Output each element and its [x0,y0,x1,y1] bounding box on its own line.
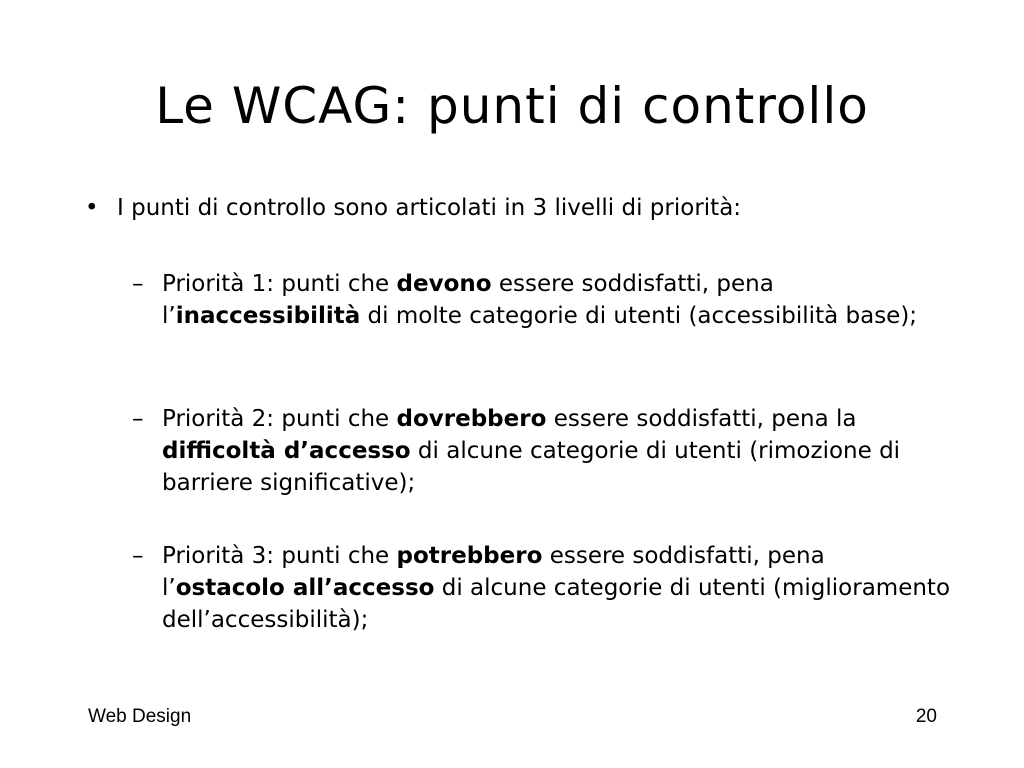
priority-1-keyword: devono [396,271,492,297]
priority-1-consequence: inaccessibilità [175,303,361,329]
priority-3-tail: di alcune categorie di utenti (miglioramento dell’accessibilità); [162,575,951,633]
priority-3-middle: essere soddisfatti, pena l’ [162,543,825,601]
priority-1-middle: essere soddisfatti, pena l’ [162,271,774,329]
footer-page-number: 20 [915,706,937,727]
priority-1-text [162,268,952,332]
slide-title: Le WCAG: punti di controllo [155,77,869,135]
priority-3-text [162,540,952,636]
priority-1-lead: Priorità 1: punti che [162,271,397,297]
priority-2-consequence: difficoltà d’accesso [162,438,411,464]
priority-2-middle: essere soddisfatti, pena la [546,406,857,432]
priority-2-keyword: dovrebbero [396,406,547,432]
footer-course-name: Web Design [88,706,192,727]
dash-marker: – [132,271,144,297]
priority-3-consequence: ostacolo all’accesso [175,575,435,601]
bullet-text: I punti di controllo sono articolati in 3 livelli di priorità: [117,195,742,221]
bullet-marker: • [85,195,99,221]
priority-3-keyword: potrebbero [396,543,543,569]
priority-2-lead: Priorità 2: punti che [162,406,397,432]
dash-marker: – [132,406,144,432]
dash-marker: – [132,543,144,569]
priority-3-lead: Priorità 3: punti che [162,543,397,569]
priority-2-tail: di alcune categorie di utenti (rimozione di barriere significative); [162,438,901,496]
priority-1-tail: di molte categorie di utenti (accessibilità base); [360,303,918,329]
priority-2-text [162,403,952,499]
